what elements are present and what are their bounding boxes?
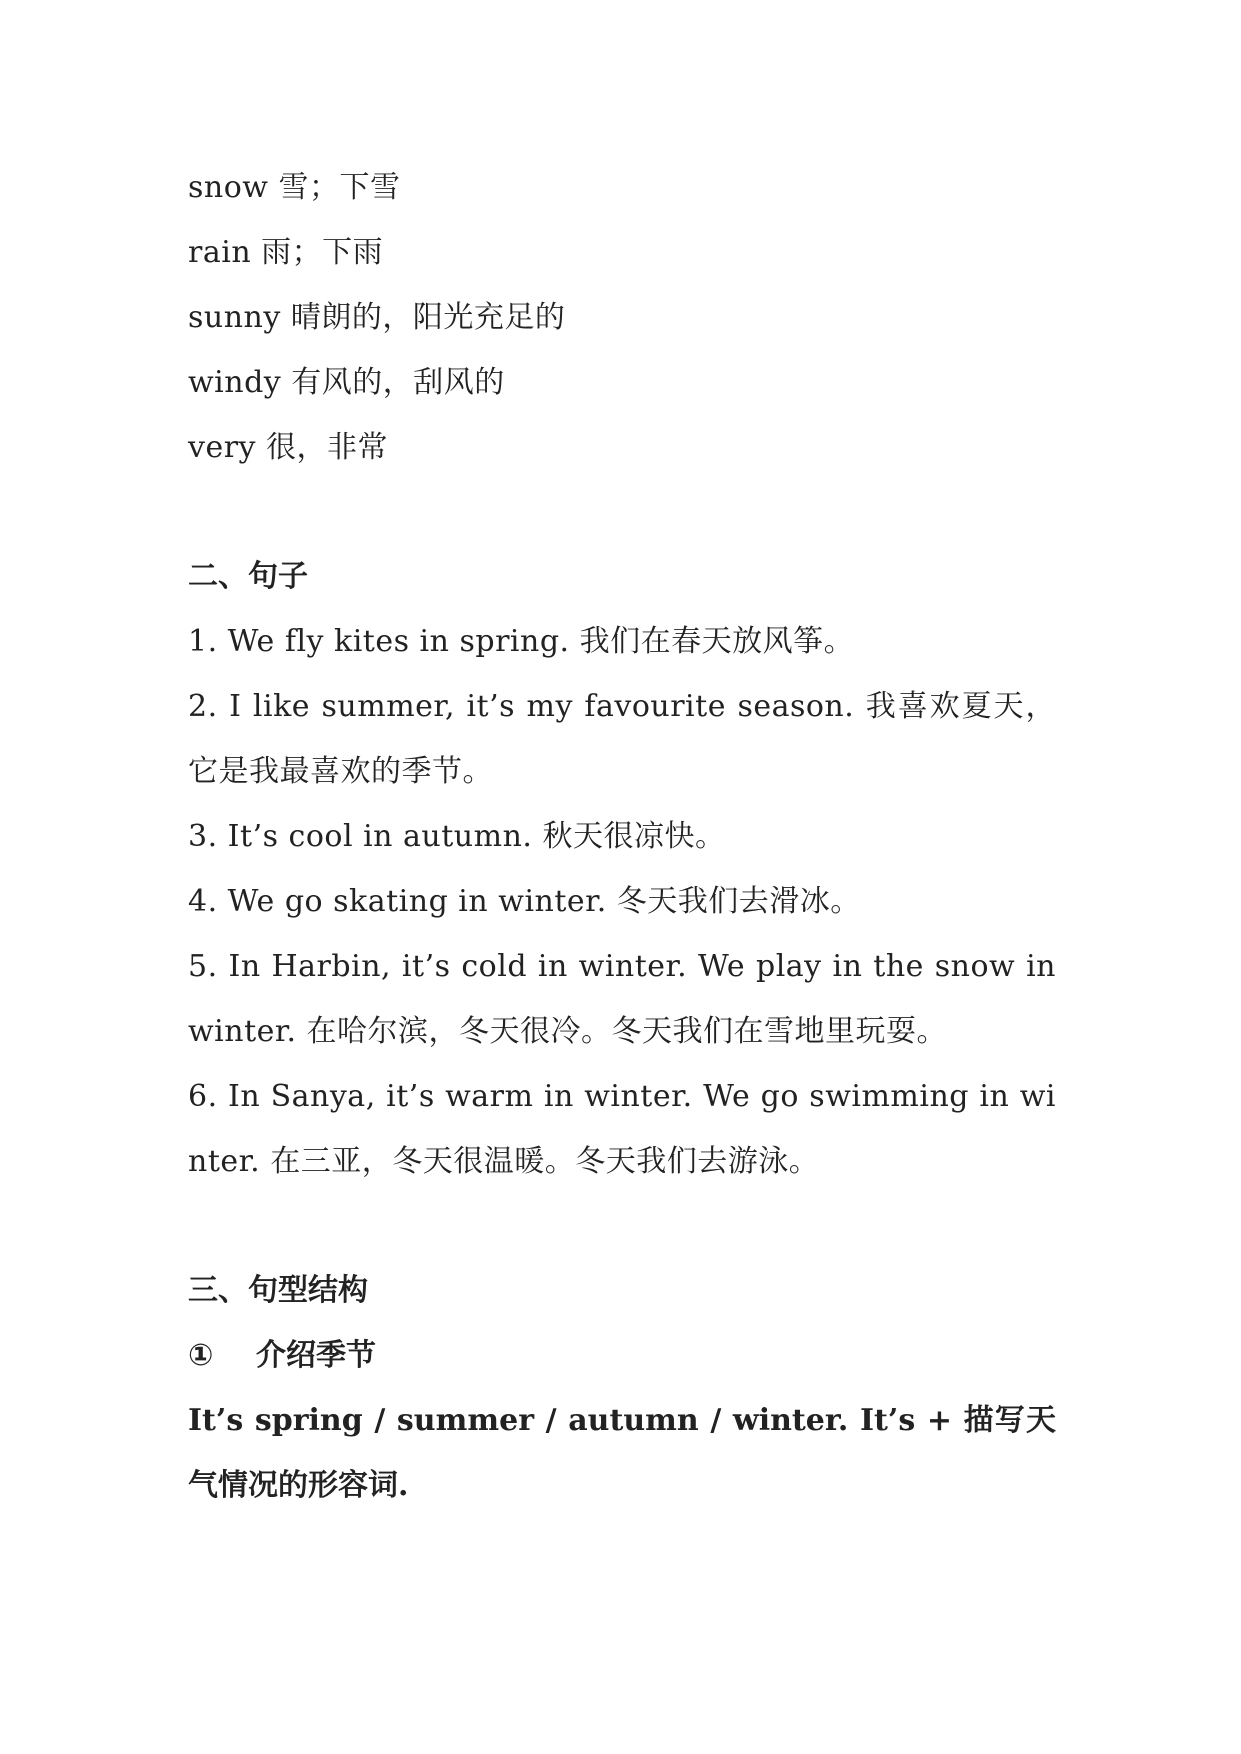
vocab-item-sunny: sunny 晴朗的，阳光充足的 bbox=[188, 300, 566, 335]
sentence-item-3: 3. It’s cool in autumn. 秋天很凉快。 bbox=[188, 819, 726, 854]
sentence-item-4: 4. We go skating in winter. 冬天我们去滑冰。 bbox=[188, 884, 861, 919]
circled-number: ① bbox=[188, 1338, 214, 1373]
subheading-title: 介绍季节 bbox=[256, 1338, 376, 1373]
sentence-item-2: 2. I like summer, it’s my favourite season. 我喜欢夏天，它是我最喜欢的季节。 bbox=[188, 689, 1056, 789]
sentence-item-6: 6. In Sanya, it’s warm in winter. We go swimming in winter. 在三亚，冬天很温暖。冬天我们去游泳。 bbox=[188, 1079, 1056, 1179]
section-spacer bbox=[188, 480, 1056, 544]
vocab-item-snow: snow 雪；下雪 bbox=[188, 170, 401, 205]
sentence-item-5: 5. In Harbin, it’s cold in winter. We play in the snow in winter. 在哈尔滨，冬天很冷。冬天我们在雪地里玩耍。 bbox=[188, 949, 1056, 1049]
section-spacer bbox=[188, 1194, 1056, 1258]
vocab-item-windy: windy 有风的，刮风的 bbox=[188, 365, 505, 400]
sentences-heading: 二、句子 bbox=[188, 559, 308, 594]
sentence-pattern: It’s spring / summer / autumn / winter. It’s + 描写天气情况的形容词. bbox=[188, 1403, 1056, 1503]
vocab-item-very: very 很，非常 bbox=[188, 430, 389, 465]
structure-heading: 三、句型结构 bbox=[188, 1273, 368, 1308]
sentence-item-1: 1. We fly kites in spring. 我们在春天放风筝。 bbox=[188, 624, 855, 659]
structure-subheading bbox=[188, 1323, 1056, 1388]
vocab-item-rain: rain 雨；下雨 bbox=[188, 235, 384, 270]
document-content bbox=[188, 155, 1056, 1518]
